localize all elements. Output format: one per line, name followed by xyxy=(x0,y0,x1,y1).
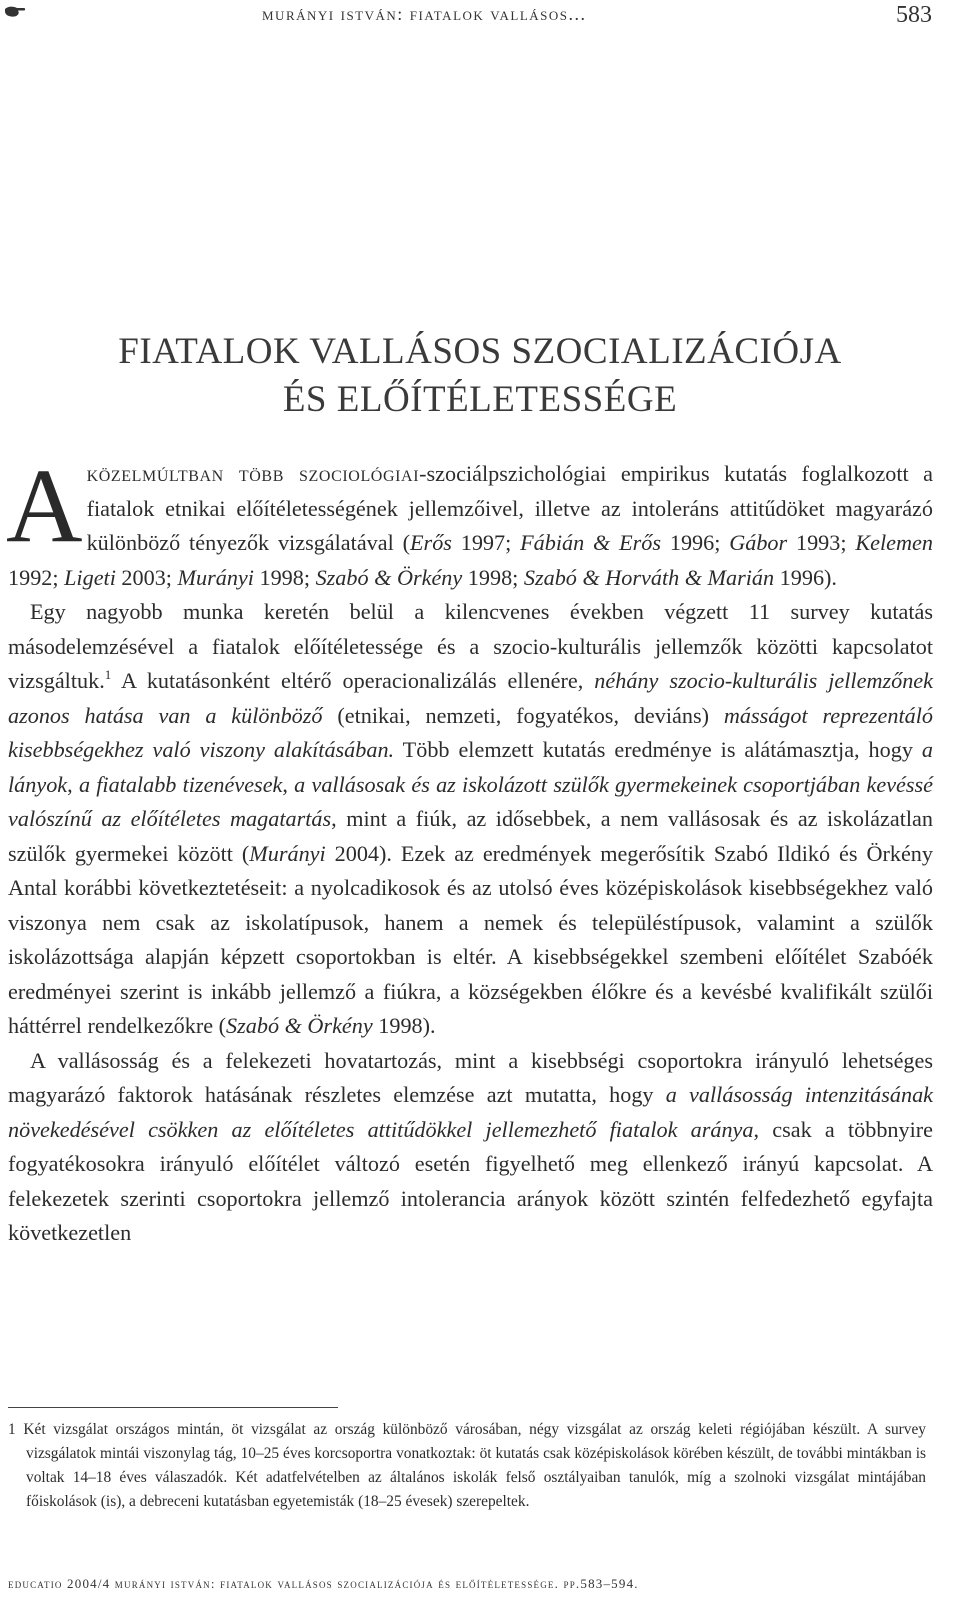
footnote-text: Két vizsgálat országos mintán, öt vizsgálat az ország különböző városában, négy vizsgálat az ország keleti régiójában készült. A survey vizsgálatok mintái viszonylag tág, 10–25 éves korcsoportra vonatkoztak: öt kutatás csak középiskolások körében készült, de további mintákban is voltak 14–18 éves válaszadók. Két adatfelvételben az általános iskolák felső osztályaiban tanulók, míg a szolnoki vizsgálat mintájában főiskolások (is), a debreceni kutatásban egyetemisták (18–25 évesek) szerepeltek. xyxy=(15,1421,926,1510)
text-run: 1996; xyxy=(661,530,730,555)
article-body xyxy=(6,447,934,1251)
citation: Murányi xyxy=(177,564,254,590)
text-run: 1997; xyxy=(451,530,521,555)
paragraph-2 xyxy=(8,595,933,1044)
text-run: , csak a többnyire fogyatékosokra irányuló előítélet változó esetén figyelhető meg ellenkező irányú kapcsolat. A felekezetek szerinti csoportokra jellemző intolerancia arányok között szintén felfedezhető egyfajta következetlen xyxy=(8,1116,934,1245)
text-run: 1998; xyxy=(253,564,316,590)
text-run: Több elemzett kutatás eredménye is alátámasztja, hogy xyxy=(394,737,922,762)
footnote-1 xyxy=(8,1418,926,1514)
emphasis: a vallásosság intenzitásának növekedésével csökken az előítéletes attitűdökkel jellemezhető fiatalok aránya xyxy=(8,1082,934,1142)
text-run: 1998; xyxy=(462,564,524,590)
citation: Szabó & Örkény xyxy=(315,564,463,590)
text-run: , mint a fiúk, az idősebbek, a nem vallásosak és az iskolázatlan szülők gyermekei között ( xyxy=(8,806,933,866)
citation: Szabó & Örkény xyxy=(226,1013,373,1038)
emphasis: néhány szocio-kulturális jellemzőnek azonos hatása van a különböző xyxy=(8,668,933,728)
text-run: 1998). xyxy=(372,1013,436,1038)
running-head-text: murányi istván: fiatalok vallásos... xyxy=(262,4,587,24)
citation: Erős xyxy=(410,530,452,555)
citation: Szabó & Horváth & Marián xyxy=(523,564,775,590)
drop-cap: A xyxy=(6,447,83,564)
emphasis: másságot reprezentáló kisebbségekhez való viszony alakításában. xyxy=(8,702,933,762)
citation: Murányi xyxy=(249,840,326,866)
text-run: (etnikai, nemzeti, fogyatékos, deviáns) xyxy=(322,702,724,728)
footnote-number: 1 xyxy=(8,1421,16,1438)
footnote-divider xyxy=(8,1407,338,1408)
emphasis: a vallásosak és az iskolázott szülők gyermekeinek csoportjában kevéssé valószínű az előítéletes magatartás xyxy=(8,771,934,831)
text-run: 2003; xyxy=(115,564,178,590)
title-line-2: ÉS ELŐÍTÉLETESSÉGE xyxy=(282,379,678,420)
emphasis: a fiatalabb tizenévesek xyxy=(78,771,283,797)
paragraph-1 xyxy=(6,447,933,595)
text-run: 2004). Ezek az eredmények megerősítik Szabó Ildikó és Örkény Antal korábbi következtetéseit: a nyolcadikosok és az utolsó éves középiskolások kisebbségekhez való viszonya nem csak az iskolatípusok, hanem a nemek és településtípusok, valamint a szülők iskolázottsága alapján képzett csoportokban is eltér. A kisebbségekkel szembeni előítélet Szabóék eredményei szerint is inkább jellemző a fiúkra, a községekben élőkre és a kevésbé kvalifikált szülői háttérrel rendelkezőkre ( xyxy=(8,840,933,1038)
article-title xyxy=(0,328,960,424)
citation: Kelemen xyxy=(855,530,933,555)
running-head xyxy=(0,0,960,48)
text-run: , xyxy=(67,771,79,797)
text-run: Egy nagyobb munka keretén belül a kilencvenes években végzett 11 survey kutatás másodelemzésével a fiatalok előítéletessége és a szocio-kulturális jellemzők közötti kapcsolatot vizsgáltuk. xyxy=(8,599,933,693)
text-run: 1993; xyxy=(787,530,856,555)
page-number: 583 xyxy=(896,2,932,28)
smallcaps-opening: közelmúltban több szociológiai xyxy=(86,461,420,486)
paragraph-3 xyxy=(8,1044,933,1251)
hand-pointer-icon xyxy=(4,2,26,22)
page-footer: educatio 2004/4 murányi istván: fiatalok vallásos szocializációja és előítéletessége. pp.583–594. xyxy=(8,1576,639,1591)
citation: Gábor xyxy=(729,530,788,555)
text-run: A vallásosság és a felekezeti hovatartozás, mint a kisebbségi csoportokra irányuló lehetséges magyarázó faktorok hatásának részletes elemzése azt mutatta, hogy xyxy=(8,1047,933,1107)
text-run: 1992; xyxy=(8,564,65,590)
text-run: 1996). xyxy=(774,564,837,590)
citation: Fábián & Erős xyxy=(520,530,662,555)
text-run: A kutatásonként eltérő operacionalizálás ellenére, xyxy=(111,668,595,693)
text-run: , xyxy=(282,771,295,797)
text-run: -szociálpszichológiai empirikus kutatás foglalkozott a fiatalok etnikai előítéletességének jellemzőivel, illetve az intoleráns attitűdöket magyarázó különböző tényezők vizsgálatával ( xyxy=(86,461,933,555)
footnote xyxy=(8,1418,926,1514)
emphasis: a lányok xyxy=(8,737,933,797)
title-line-1: FIATALOK VALLÁSOS SZOCIALIZÁCIÓJA xyxy=(118,331,842,372)
footnote-reference[interactable]: 1 xyxy=(104,667,112,682)
citation: Ligeti xyxy=(64,564,116,590)
